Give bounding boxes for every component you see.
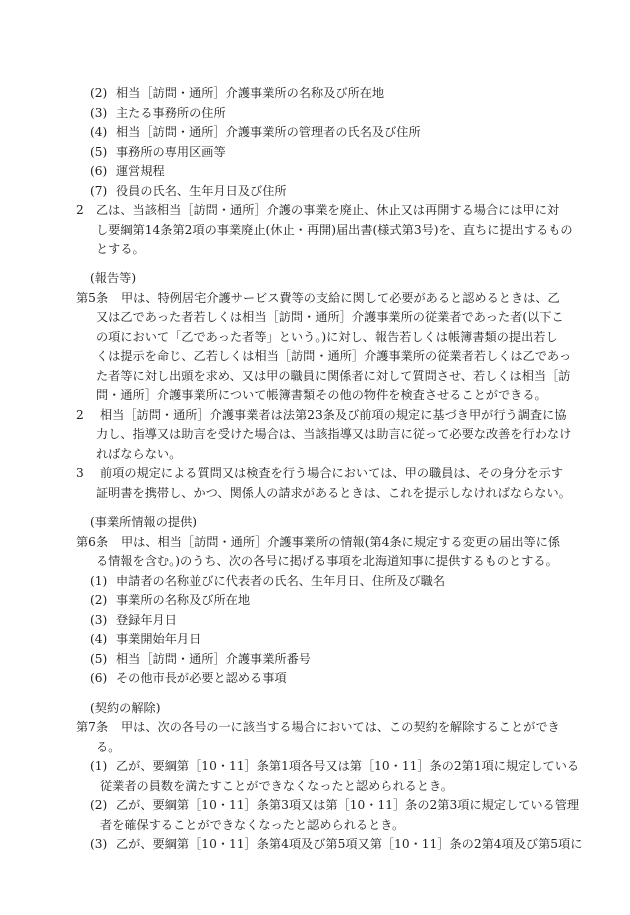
article-line: 又は乙であった者若しくは相当［訪問・通所］介護事業所の従業者であった者(以下こ [96, 310, 564, 324]
item-text: 登録年月日 [116, 612, 177, 627]
item-text: 事務所の専用区画等 [116, 144, 226, 159]
item-text: 乙が、要綱第［10・11］条第4項及び第5項又第［10・11］条の2第4項及び第5項に [116, 837, 583, 851]
paragraph-line: 相当［訪問・通所］介護事業者は法第23条及び前項の規定に基づき甲が行う調査に協 [100, 407, 567, 422]
item-number: (5) [90, 651, 108, 666]
article-label: 第7条 [76, 720, 109, 734]
item-number: (3) [90, 837, 108, 851]
article-line: る。 [96, 739, 121, 754]
item-number: (4) [90, 125, 108, 139]
item-number: (2) [90, 593, 108, 607]
item-text: 役員の氏名、生年月日及び住所 [116, 183, 287, 198]
paragraph-line: し要綱第14条第2項の事業廃止(休止・再開)届出書(様式第3号)を、直ちに提出するもの [96, 222, 573, 237]
item-number: (2) [90, 798, 108, 812]
article-label: 第5条 [76, 290, 109, 305]
item-text: 主たる事務所の住所 [116, 105, 226, 120]
paragraph-number: 2 [76, 203, 84, 217]
article-line: 甲は、次の各号の一に該当する場合においては、この契約を解除することができ [121, 720, 560, 734]
article-heading: (契約の解除) [90, 700, 161, 715]
item-number: (1) [90, 759, 108, 773]
article-line: くは提示を命じ、乙若しくは相当［訪問・通所］介護事業所の従業者若しくは乙であっ [96, 349, 572, 363]
paragraph-line: とする。 [96, 242, 145, 256]
item-number: (1) [90, 573, 108, 588]
article-line: る情報を含む。)のうち、次の各号に掲げる事項を北海道知事に提供するものとする。 [96, 554, 558, 568]
item-number: (6) [90, 164, 108, 178]
item-text: 相当［訪問・通所］介護事業所の管理者の氏名及び住所 [116, 125, 421, 139]
item-text: 運営規程 [116, 164, 165, 178]
item-text-continued: 者を確保することができなくなったと認められるとき。 [100, 817, 405, 832]
paragraph-number: 3 [76, 466, 84, 480]
article-line: 甲は、特例居宅介護サービス費等の支給に関して必要があると認めるときは、乙 [121, 290, 560, 305]
item-number: (3) [90, 612, 108, 627]
item-number: (7) [90, 183, 108, 198]
item-text: その他市長が必要と認める事項 [116, 671, 287, 685]
paragraph-line: 力し、指導又は助言を受けた場合は、当該指導又は助言に従って必要な改善を行わなけ [96, 427, 572, 441]
paragraph-number: 2 [76, 407, 84, 422]
paragraph-line: 乙は、当該相当［訪問・通所］介護の事業を廃止、休止又は再開する場合には甲に対 [96, 203, 560, 217]
article-line: 甲は、相当［訪問・通所］介護事業所の情報(第4条に規定する変更の届出等に係 [121, 534, 561, 549]
paragraph-line: ればならない。 [96, 446, 182, 461]
item-number: (2) [90, 86, 108, 100]
item-text-continued: 従業者の員数を満たすことができなくなったと認められるとき。 [100, 778, 453, 793]
article-label: 第6条 [76, 534, 109, 549]
article-heading: (報告等) [90, 271, 137, 285]
item-text: 乙が、要綱第［10・11］条第1項各号又は第［10・11］条の2第1項に規定している [116, 759, 580, 773]
item-number: (5) [90, 144, 108, 159]
article-line: た者等に対し出頭を求め、又は甲の職員に関係者に対して質問させ、若しくは相当［訪 [96, 368, 571, 383]
item-text: 申請者の名称並びに代表者の氏名、生年月日、住所及び職名 [116, 573, 446, 588]
paragraph-line: 証明書を携帯し、かつ、関係人の請求があるときは、これを提示しなければならない。 [96, 485, 571, 500]
paragraph-line: 前項の規定による質問又は検査を行う場合においては、甲の職員は、その身分を示す [100, 466, 564, 480]
article-heading: (事業所情報の提供) [90, 515, 198, 529]
item-text: 事業所の名称及び所在地 [116, 593, 251, 607]
article-line: 問・通所］介護事業所について帳簿書類その他の物件を検査させることができる。 [96, 388, 547, 402]
item-text: 乙が、要綱第［10・11］条第3項又は第［10・11］条の2第3項に規定している管理 [116, 798, 580, 812]
item-text: 事業開始年月日 [116, 632, 202, 646]
item-number: (6) [90, 671, 108, 685]
item-text: 相当［訪問・通所］介護事業所の名称及び所在地 [116, 86, 385, 100]
item-number: (3) [90, 105, 108, 120]
item-number: (4) [90, 632, 108, 646]
item-text: 相当［訪問・通所］介護事業所番号 [116, 651, 311, 666]
article-line: の項において「乙であった者等」という。)に対し、報告若しくは帳簿書類の提出若し [96, 329, 558, 344]
